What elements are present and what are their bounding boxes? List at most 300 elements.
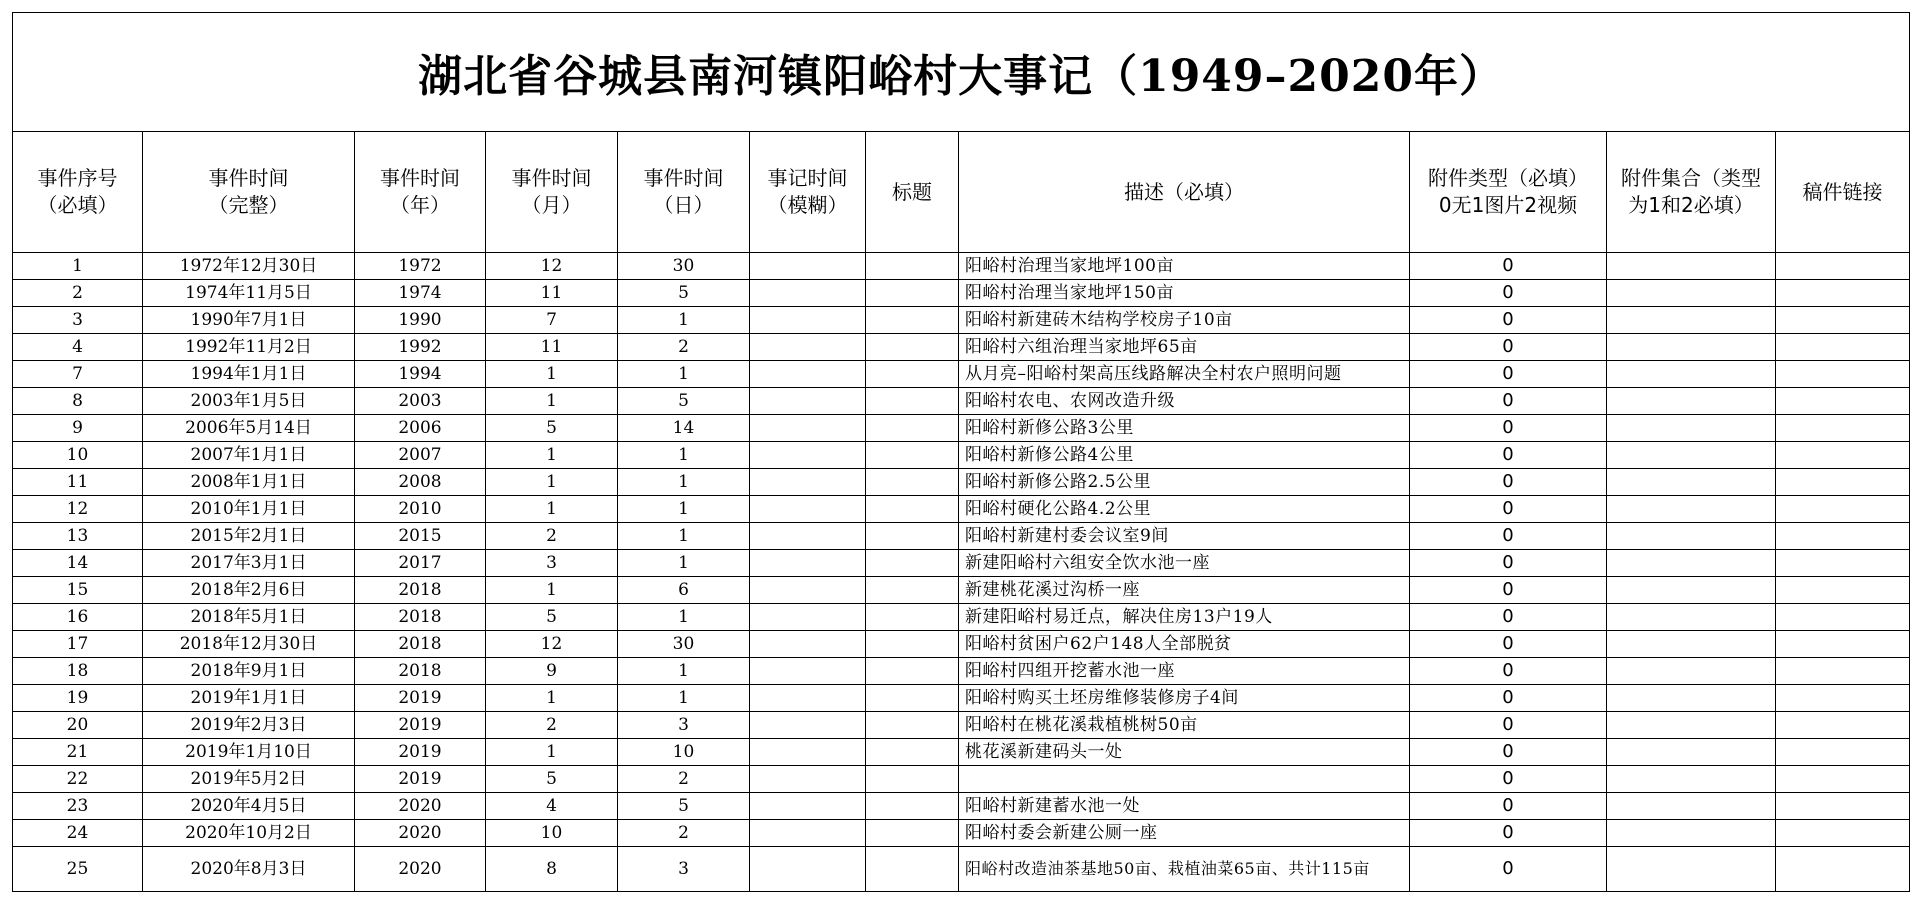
cell-event-date[interactable]: 2003年1月5日 bbox=[143, 388, 355, 415]
cell-attachment-type[interactable]: 0 bbox=[1410, 658, 1607, 685]
table-row bbox=[13, 631, 1910, 658]
cell-event-month[interactable]: 3 bbox=[486, 550, 618, 577]
cell-event-date[interactable]: 2020年8月3日 bbox=[143, 847, 355, 892]
cell-article-link[interactable] bbox=[1776, 550, 1910, 577]
cell-event-fuzzy[interactable] bbox=[750, 361, 866, 388]
cell-title[interactable] bbox=[866, 523, 959, 550]
cell-description[interactable]: 阳峪村新修公路3公里 bbox=[959, 415, 1410, 442]
table-row bbox=[13, 550, 1910, 577]
cell-description[interactable]: 阳峪村改造油茶基地50亩、栽植油菜65亩、共计115亩 bbox=[959, 847, 1410, 892]
cell-event-day[interactable]: 5 bbox=[618, 388, 750, 415]
sheet-title[interactable]: 湖北省谷城县南河镇阳峪村大事记（1949–2020年） bbox=[13, 13, 1910, 132]
table-row bbox=[13, 253, 1910, 280]
cell-event-year[interactable]: 2019 bbox=[355, 685, 486, 712]
cell-article-link[interactable] bbox=[1776, 388, 1910, 415]
cell-attachment-set[interactable] bbox=[1607, 442, 1776, 469]
cell-event-month[interactable]: 1 bbox=[486, 739, 618, 766]
cell-article-link[interactable] bbox=[1776, 253, 1910, 280]
cell-event-no[interactable]: 7 bbox=[13, 361, 143, 388]
cell-description[interactable]: 阳峪村新修公路4公里 bbox=[959, 442, 1410, 469]
cell-article-link[interactable] bbox=[1776, 847, 1910, 892]
cell-event-month[interactable]: 1 bbox=[486, 577, 618, 604]
cell-attachment-set[interactable] bbox=[1607, 388, 1776, 415]
cell-attachment-set[interactable] bbox=[1607, 523, 1776, 550]
cell-event-day[interactable]: 3 bbox=[618, 847, 750, 892]
cell-event-month[interactable]: 5 bbox=[486, 604, 618, 631]
cell-event-month[interactable]: 2 bbox=[486, 712, 618, 739]
cell-article-link[interactable] bbox=[1776, 820, 1910, 847]
header-description[interactable] bbox=[959, 132, 1410, 253]
cell-event-date[interactable]: 2018年2月6日 bbox=[143, 577, 355, 604]
cell-event-day[interactable]: 1 bbox=[618, 604, 750, 631]
cell-event-no[interactable]: 25 bbox=[13, 847, 143, 892]
cell-description[interactable]: 从月亮–阳峪村架高压线路解决全村农户照明问题 bbox=[959, 361, 1410, 388]
cell-event-day[interactable]: 10 bbox=[618, 739, 750, 766]
cell-event-month[interactable]: 5 bbox=[486, 415, 618, 442]
cell-article-link[interactable] bbox=[1776, 280, 1910, 307]
cell-attachment-type[interactable]: 0 bbox=[1410, 577, 1607, 604]
table-row bbox=[13, 469, 1910, 496]
cell-attachment-type[interactable]: 0 bbox=[1410, 685, 1607, 712]
cell-description[interactable]: 阳峪村购买土坯房维修装修房子4间 bbox=[959, 685, 1410, 712]
cell-event-fuzzy[interactable] bbox=[750, 280, 866, 307]
header-label: 事件时间 bbox=[643, 166, 724, 190]
header-event-year[interactable] bbox=[355, 132, 486, 253]
cell-event-day[interactable]: 6 bbox=[618, 577, 750, 604]
cell-event-month[interactable]: 1 bbox=[486, 496, 618, 523]
cell-event-month[interactable]: 2 bbox=[486, 523, 618, 550]
cell-event-month[interactable]: 5 bbox=[486, 766, 618, 793]
cell-event-year[interactable]: 1972 bbox=[355, 253, 486, 280]
cell-title[interactable] bbox=[866, 361, 959, 388]
cell-title[interactable] bbox=[866, 550, 959, 577]
cell-event-fuzzy[interactable] bbox=[750, 604, 866, 631]
title-row bbox=[13, 13, 1910, 132]
cell-event-fuzzy[interactable] bbox=[750, 631, 866, 658]
cell-event-month[interactable]: 10 bbox=[486, 820, 618, 847]
cell-attachment-set[interactable] bbox=[1607, 496, 1776, 523]
cell-event-month[interactable]: 1 bbox=[486, 361, 618, 388]
cell-article-link[interactable] bbox=[1776, 766, 1910, 793]
cell-event-month[interactable]: 1 bbox=[486, 388, 618, 415]
cell-event-year[interactable]: 2006 bbox=[355, 415, 486, 442]
cell-article-link[interactable] bbox=[1776, 793, 1910, 820]
cell-attachment-type[interactable]: 0 bbox=[1410, 766, 1607, 793]
cell-event-fuzzy[interactable] bbox=[750, 253, 866, 280]
cell-event-date[interactable]: 1992年11月2日 bbox=[143, 334, 355, 361]
cell-event-year[interactable]: 2018 bbox=[355, 604, 486, 631]
cell-attachment-type[interactable]: 0 bbox=[1410, 280, 1607, 307]
cell-description[interactable]: 桃花溪新建码头一处 bbox=[959, 739, 1410, 766]
cell-title[interactable] bbox=[866, 334, 959, 361]
header-label: 描述（必填） bbox=[1124, 179, 1244, 204]
table-row bbox=[13, 712, 1910, 739]
cell-attachment-type[interactable]: 0 bbox=[1410, 253, 1607, 280]
header-label: 事件序号 bbox=[37, 166, 118, 190]
cell-event-date[interactable]: 2015年2月1日 bbox=[143, 523, 355, 550]
cell-event-date[interactable]: 1990年7月1日 bbox=[143, 307, 355, 334]
cell-event-no[interactable]: 13 bbox=[13, 523, 143, 550]
header-event-fuzzy[interactable] bbox=[750, 132, 866, 253]
cell-event-fuzzy[interactable] bbox=[750, 685, 866, 712]
cell-article-link[interactable] bbox=[1776, 631, 1910, 658]
cell-attachment-type[interactable]: 0 bbox=[1410, 604, 1607, 631]
cell-event-date[interactable]: 2019年5月2日 bbox=[143, 766, 355, 793]
cell-event-year[interactable]: 1974 bbox=[355, 280, 486, 307]
cell-title[interactable] bbox=[866, 307, 959, 334]
cell-event-date[interactable]: 2007年1月1日 bbox=[143, 442, 355, 469]
table-row bbox=[13, 496, 1910, 523]
cell-event-day[interactable]: 3 bbox=[618, 712, 750, 739]
cell-description[interactable]: 新建阳峪村易迁点，解决住房13户19人 bbox=[959, 604, 1410, 631]
cell-event-fuzzy[interactable] bbox=[750, 820, 866, 847]
cell-event-year[interactable]: 2019 bbox=[355, 739, 486, 766]
cell-event-fuzzy[interactable] bbox=[750, 442, 866, 469]
cell-title[interactable] bbox=[866, 604, 959, 631]
cell-article-link[interactable] bbox=[1776, 361, 1910, 388]
header-sublabel: （年） bbox=[390, 193, 450, 217]
cell-title[interactable] bbox=[866, 469, 959, 496]
header-label: 稿件链接 bbox=[1802, 179, 1883, 204]
cell-event-fuzzy[interactable] bbox=[750, 577, 866, 604]
cell-attachment-type[interactable]: 0 bbox=[1410, 442, 1607, 469]
cell-event-fuzzy[interactable] bbox=[750, 847, 866, 892]
cell-attachment-set[interactable] bbox=[1607, 712, 1776, 739]
cell-event-year[interactable]: 2017 bbox=[355, 550, 486, 577]
cell-article-link[interactable] bbox=[1776, 577, 1910, 604]
cell-event-no[interactable]: 9 bbox=[13, 415, 143, 442]
cell-event-day[interactable]: 1 bbox=[618, 469, 750, 496]
cell-attachment-type[interactable]: 0 bbox=[1410, 712, 1607, 739]
cell-event-month[interactable]: 9 bbox=[486, 658, 618, 685]
cell-event-date[interactable]: 2017年3月1日 bbox=[143, 550, 355, 577]
cell-event-year[interactable]: 2018 bbox=[355, 658, 486, 685]
cell-attachment-set[interactable] bbox=[1607, 361, 1776, 388]
header-event-day[interactable] bbox=[618, 132, 750, 253]
cell-event-date[interactable]: 2018年9月1日 bbox=[143, 658, 355, 685]
cell-event-month[interactable]: 1 bbox=[486, 469, 618, 496]
cell-event-fuzzy[interactable] bbox=[750, 415, 866, 442]
cell-event-month[interactable]: 7 bbox=[486, 307, 618, 334]
cell-event-no[interactable]: 16 bbox=[13, 604, 143, 631]
cell-title[interactable] bbox=[866, 712, 959, 739]
cell-event-year[interactable]: 2018 bbox=[355, 577, 486, 604]
cell-article-link[interactable] bbox=[1776, 685, 1910, 712]
cell-attachment-set[interactable] bbox=[1607, 658, 1776, 685]
cell-event-day[interactable]: 1 bbox=[618, 442, 750, 469]
cell-article-link[interactable] bbox=[1776, 442, 1910, 469]
cell-event-date[interactable]: 2020年4月5日 bbox=[143, 793, 355, 820]
cell-attachment-type[interactable]: 0 bbox=[1410, 415, 1607, 442]
cell-event-year[interactable]: 2019 bbox=[355, 712, 486, 739]
cell-attachment-set[interactable] bbox=[1607, 280, 1776, 307]
cell-event-month[interactable]: 12 bbox=[486, 631, 618, 658]
header-label: 事件时间 bbox=[208, 166, 289, 190]
cell-event-month[interactable]: 8 bbox=[486, 847, 618, 892]
cell-event-no[interactable]: 8 bbox=[13, 388, 143, 415]
cell-event-no[interactable]: 15 bbox=[13, 577, 143, 604]
header-sublabel: （模糊） bbox=[767, 193, 848, 217]
header-event-date-full[interactable] bbox=[143, 132, 355, 253]
cell-description[interactable]: 阳峪村四组开挖蓄水池一座 bbox=[959, 658, 1410, 685]
header-event-no[interactable] bbox=[13, 132, 143, 253]
cell-event-fuzzy[interactable] bbox=[750, 469, 866, 496]
cell-description[interactable]: 阳峪村硬化公路4.2公里 bbox=[959, 496, 1410, 523]
cell-title[interactable] bbox=[866, 739, 959, 766]
cell-event-year[interactable]: 1992 bbox=[355, 334, 486, 361]
cell-attachment-set[interactable] bbox=[1607, 766, 1776, 793]
cell-description[interactable]: 阳峪村治理当家地坪150亩 bbox=[959, 280, 1410, 307]
cell-event-day[interactable]: 1 bbox=[618, 361, 750, 388]
cell-title[interactable] bbox=[866, 280, 959, 307]
cell-event-year[interactable]: 2018 bbox=[355, 631, 486, 658]
cell-event-fuzzy[interactable] bbox=[750, 388, 866, 415]
cell-event-year[interactable]: 2019 bbox=[355, 766, 486, 793]
cell-event-no[interactable]: 20 bbox=[13, 712, 143, 739]
table-row bbox=[13, 685, 1910, 712]
header-label: 附件集合（类型 bbox=[1621, 166, 1761, 190]
cell-description[interactable]: 阳峪村新建村委会议室9间 bbox=[959, 523, 1410, 550]
cell-event-no[interactable]: 18 bbox=[13, 658, 143, 685]
cell-event-date[interactable]: 2018年12月30日 bbox=[143, 631, 355, 658]
cell-title[interactable] bbox=[866, 415, 959, 442]
cell-event-day[interactable]: 30 bbox=[618, 253, 750, 280]
cell-event-date[interactable]: 2019年1月1日 bbox=[143, 685, 355, 712]
header-attachment-set[interactable] bbox=[1607, 132, 1776, 253]
table-row bbox=[13, 523, 1910, 550]
cell-description[interactable] bbox=[959, 766, 1410, 793]
cell-title[interactable] bbox=[866, 793, 959, 820]
cell-event-no[interactable]: 2 bbox=[13, 280, 143, 307]
cell-title[interactable] bbox=[866, 820, 959, 847]
cell-title[interactable] bbox=[866, 631, 959, 658]
cell-event-date[interactable]: 1972年12月30日 bbox=[143, 253, 355, 280]
cell-event-year[interactable]: 2020 bbox=[355, 793, 486, 820]
cell-description[interactable]: 新建阳峪村六组安全饮水池一座 bbox=[959, 550, 1410, 577]
cell-description[interactable]: 阳峪村新建蓄水池一处 bbox=[959, 793, 1410, 820]
cell-event-date[interactable]: 2019年2月3日 bbox=[143, 712, 355, 739]
table-row bbox=[13, 334, 1910, 361]
cell-event-date[interactable]: 1974年11月5日 bbox=[143, 280, 355, 307]
cell-attachment-type[interactable]: 0 bbox=[1410, 361, 1607, 388]
cell-event-date[interactable]: 2018年5月1日 bbox=[143, 604, 355, 631]
cell-event-day[interactable]: 2 bbox=[618, 766, 750, 793]
cell-event-no[interactable]: 19 bbox=[13, 685, 143, 712]
cell-event-month[interactable]: 4 bbox=[486, 793, 618, 820]
cell-attachment-set[interactable] bbox=[1607, 685, 1776, 712]
cell-article-link[interactable] bbox=[1776, 604, 1910, 631]
cell-event-fuzzy[interactable] bbox=[750, 739, 866, 766]
cell-attachment-set[interactable] bbox=[1607, 739, 1776, 766]
cell-event-no[interactable]: 11 bbox=[13, 469, 143, 496]
header-label: 附件类型（必填） bbox=[1428, 166, 1588, 190]
cell-attachment-type[interactable]: 0 bbox=[1410, 550, 1607, 577]
cell-event-day[interactable]: 5 bbox=[618, 280, 750, 307]
cell-attachment-set[interactable] bbox=[1607, 631, 1776, 658]
cell-attachment-type[interactable]: 0 bbox=[1410, 334, 1607, 361]
cell-article-link[interactable] bbox=[1776, 415, 1910, 442]
cell-description[interactable]: 阳峪村新修公路2.5公里 bbox=[959, 469, 1410, 496]
cell-event-month[interactable]: 11 bbox=[486, 280, 618, 307]
cell-event-year[interactable]: 2020 bbox=[355, 820, 486, 847]
cell-event-month[interactable]: 1 bbox=[486, 442, 618, 469]
header-sublabel: （月） bbox=[521, 193, 582, 217]
cell-article-link[interactable] bbox=[1776, 496, 1910, 523]
cell-event-fuzzy[interactable] bbox=[750, 658, 866, 685]
cell-event-fuzzy[interactable] bbox=[750, 307, 866, 334]
cell-title[interactable] bbox=[866, 766, 959, 793]
cell-attachment-type[interactable]: 0 bbox=[1410, 739, 1607, 766]
table-row bbox=[13, 361, 1910, 388]
cell-event-fuzzy[interactable] bbox=[750, 766, 866, 793]
cell-attachment-type[interactable]: 0 bbox=[1410, 469, 1607, 496]
header-article-link[interactable] bbox=[1776, 132, 1910, 253]
cell-attachment-type[interactable]: 0 bbox=[1410, 847, 1607, 892]
cell-event-day[interactable]: 1 bbox=[618, 307, 750, 334]
cell-event-month[interactable]: 11 bbox=[486, 334, 618, 361]
cell-event-day[interactable]: 30 bbox=[618, 631, 750, 658]
cell-event-fuzzy[interactable] bbox=[750, 496, 866, 523]
cell-event-fuzzy[interactable] bbox=[750, 334, 866, 361]
cell-attachment-set[interactable] bbox=[1607, 847, 1776, 892]
cell-article-link[interactable] bbox=[1776, 469, 1910, 496]
cell-event-date[interactable]: 2020年10月2日 bbox=[143, 820, 355, 847]
cell-event-year[interactable]: 2007 bbox=[355, 442, 486, 469]
cell-description[interactable]: 阳峪村六组治理当家地坪65亩 bbox=[959, 334, 1410, 361]
cell-article-link[interactable] bbox=[1776, 307, 1910, 334]
header-attachment-type[interactable] bbox=[1410, 132, 1607, 253]
cell-event-day[interactable]: 1 bbox=[618, 523, 750, 550]
cell-attachment-type[interactable]: 0 bbox=[1410, 388, 1607, 415]
cell-attachment-type[interactable]: 0 bbox=[1410, 631, 1607, 658]
cell-description[interactable]: 阳峪村新建砖木结构学校房子10亩 bbox=[959, 307, 1410, 334]
cell-attachment-set[interactable] bbox=[1607, 469, 1776, 496]
cell-title[interactable] bbox=[866, 847, 959, 892]
cell-event-day[interactable]: 1 bbox=[618, 496, 750, 523]
cell-article-link[interactable] bbox=[1776, 658, 1910, 685]
cell-title[interactable] bbox=[866, 577, 959, 604]
cell-article-link[interactable] bbox=[1776, 712, 1910, 739]
cell-event-day[interactable]: 5 bbox=[618, 793, 750, 820]
cell-attachment-set[interactable] bbox=[1607, 253, 1776, 280]
cell-attachment-type[interactable]: 0 bbox=[1410, 793, 1607, 820]
cell-event-day[interactable]: 14 bbox=[618, 415, 750, 442]
cell-title[interactable] bbox=[866, 685, 959, 712]
cell-event-month[interactable]: 1 bbox=[486, 685, 618, 712]
cell-event-date[interactable]: 2006年5月14日 bbox=[143, 415, 355, 442]
cell-event-date[interactable]: 2008年1月1日 bbox=[143, 469, 355, 496]
cell-description[interactable]: 新建桃花溪过沟桥一座 bbox=[959, 577, 1410, 604]
header-row bbox=[13, 132, 1910, 253]
header-title[interactable] bbox=[866, 132, 959, 253]
cell-event-year[interactable]: 2003 bbox=[355, 388, 486, 415]
cell-event-no[interactable]: 21 bbox=[13, 739, 143, 766]
cell-event-no[interactable]: 4 bbox=[13, 334, 143, 361]
cell-event-no[interactable]: 12 bbox=[13, 496, 143, 523]
cell-attachment-set[interactable] bbox=[1607, 307, 1776, 334]
cell-title[interactable] bbox=[866, 442, 959, 469]
cell-event-fuzzy[interactable] bbox=[750, 712, 866, 739]
header-sublabel: （日） bbox=[653, 193, 714, 217]
cell-event-year[interactable]: 2008 bbox=[355, 469, 486, 496]
cell-attachment-set[interactable] bbox=[1607, 334, 1776, 361]
cell-event-fuzzy[interactable] bbox=[750, 550, 866, 577]
cell-event-fuzzy[interactable] bbox=[750, 523, 866, 550]
cell-attachment-set[interactable] bbox=[1607, 604, 1776, 631]
cell-attachment-type[interactable]: 0 bbox=[1410, 307, 1607, 334]
header-event-month[interactable] bbox=[486, 132, 618, 253]
cell-article-link[interactable] bbox=[1776, 334, 1910, 361]
cell-description[interactable]: 阳峪村贫困户62户148人全部脱贫 bbox=[959, 631, 1410, 658]
cell-title[interactable] bbox=[866, 388, 959, 415]
cell-event-year[interactable]: 1990 bbox=[355, 307, 486, 334]
cell-attachment-type[interactable]: 0 bbox=[1410, 820, 1607, 847]
table-row bbox=[13, 307, 1910, 334]
cell-event-day[interactable]: 1 bbox=[618, 658, 750, 685]
header-label: 事件时间 bbox=[380, 166, 460, 190]
cell-event-fuzzy[interactable] bbox=[750, 793, 866, 820]
cell-event-day[interactable]: 1 bbox=[618, 685, 750, 712]
cell-event-date[interactable]: 1994年1月1日 bbox=[143, 361, 355, 388]
cell-attachment-set[interactable] bbox=[1607, 415, 1776, 442]
table-row bbox=[13, 442, 1910, 469]
header-sublabel: 0无1图片2视频 bbox=[1438, 193, 1578, 217]
header-label: 事记时间 bbox=[767, 166, 848, 190]
table-row bbox=[13, 820, 1910, 847]
cell-title[interactable] bbox=[866, 253, 959, 280]
header-sublabel: （完整） bbox=[208, 193, 289, 217]
cell-attachment-set[interactable] bbox=[1607, 793, 1776, 820]
cell-attachment-set[interactable] bbox=[1607, 820, 1776, 847]
cell-description[interactable]: 阳峪村在桃花溪栽植桃树50亩 bbox=[959, 712, 1410, 739]
cell-article-link[interactable] bbox=[1776, 739, 1910, 766]
cell-event-year[interactable]: 2015 bbox=[355, 523, 486, 550]
cell-event-date[interactable]: 2019年1月10日 bbox=[143, 739, 355, 766]
cell-event-no[interactable]: 22 bbox=[13, 766, 143, 793]
cell-event-year[interactable]: 2020 bbox=[355, 847, 486, 892]
cell-event-no[interactable]: 17 bbox=[13, 631, 143, 658]
cell-event-no[interactable]: 3 bbox=[13, 307, 143, 334]
cell-attachment-set[interactable] bbox=[1607, 577, 1776, 604]
cell-description[interactable]: 阳峪村治理当家地坪100亩 bbox=[959, 253, 1410, 280]
table-row bbox=[13, 388, 1910, 415]
cell-event-day[interactable]: 2 bbox=[618, 334, 750, 361]
cell-event-no[interactable]: 1 bbox=[13, 253, 143, 280]
cell-description[interactable]: 阳峪村委会新建公厕一座 bbox=[959, 820, 1410, 847]
cell-event-day[interactable]: 1 bbox=[618, 550, 750, 577]
cell-event-date[interactable]: 2010年1月1日 bbox=[143, 496, 355, 523]
table-row bbox=[13, 793, 1910, 820]
cell-attachment-set[interactable] bbox=[1607, 550, 1776, 577]
cell-article-link[interactable] bbox=[1776, 523, 1910, 550]
cell-event-no[interactable]: 23 bbox=[13, 793, 143, 820]
cell-attachment-type[interactable]: 0 bbox=[1410, 523, 1607, 550]
cell-event-no[interactable]: 24 bbox=[13, 820, 143, 847]
cell-event-month[interactable]: 12 bbox=[486, 253, 618, 280]
table-row bbox=[13, 739, 1910, 766]
cell-event-no[interactable]: 10 bbox=[13, 442, 143, 469]
table-row bbox=[13, 415, 1910, 442]
cell-event-no[interactable]: 14 bbox=[13, 550, 143, 577]
cell-title[interactable] bbox=[866, 496, 959, 523]
cell-description[interactable]: 阳峪村农电、农网改造升级 bbox=[959, 388, 1410, 415]
table-row bbox=[13, 577, 1910, 604]
cell-attachment-type[interactable]: 0 bbox=[1410, 496, 1607, 523]
cell-event-day[interactable]: 2 bbox=[618, 820, 750, 847]
cell-title[interactable] bbox=[866, 658, 959, 685]
cell-event-year[interactable]: 1994 bbox=[355, 361, 486, 388]
cell-event-year[interactable]: 2010 bbox=[355, 496, 486, 523]
